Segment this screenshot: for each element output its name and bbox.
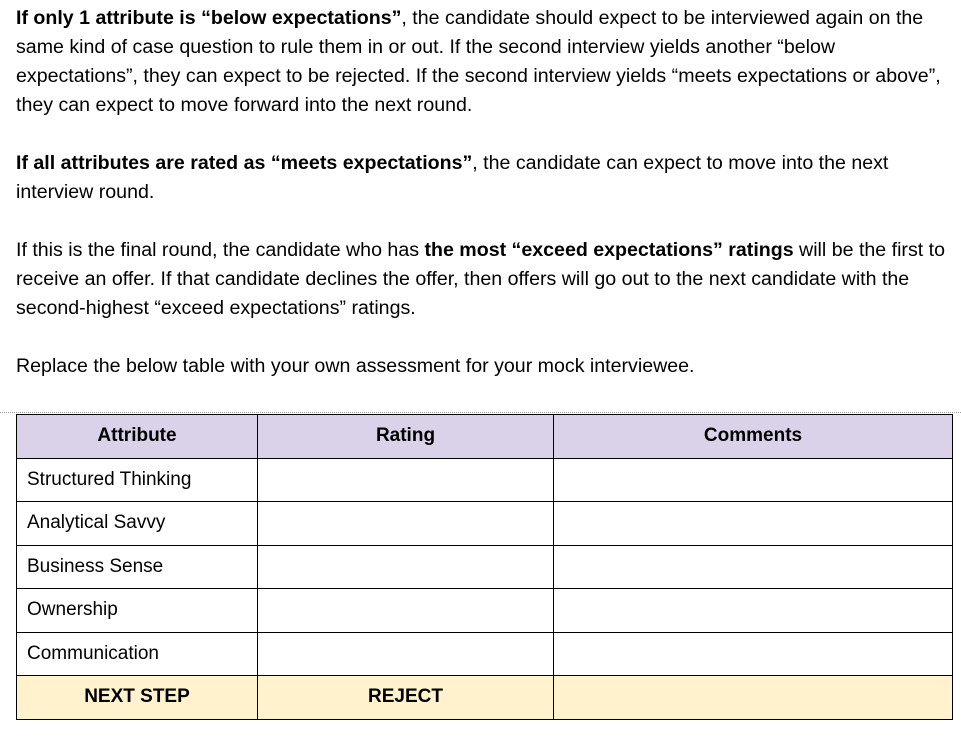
next-step-comments[interactable] — [554, 676, 953, 720]
header-rating: Rating — [258, 415, 554, 459]
paragraph-bold-phrase: the most “exceed expectations” ratings — [424, 239, 794, 261]
table-row — [17, 545, 953, 589]
assessment-table — [16, 414, 953, 720]
table-row — [17, 458, 953, 502]
comments-cell[interactable] — [554, 545, 953, 589]
rating-cell[interactable] — [258, 589, 554, 633]
header-attribute: Attribute — [17, 415, 258, 459]
paragraph-instructions: Replace the below table with your own assessment for your mock interviewee. — [16, 355, 695, 377]
attribute-cell[interactable]: Structured Thinking — [17, 458, 258, 502]
table-row — [17, 589, 953, 633]
rating-cell[interactable] — [258, 458, 554, 502]
attribute-cell[interactable]: Analytical Savvy — [17, 502, 258, 546]
comments-cell[interactable] — [554, 589, 953, 633]
next-step-label[interactable]: NEXT STEP — [17, 676, 258, 720]
paragraph-text: , the candidate should expect to be interviewed again on the same kind of case question to rule them in or out. If the second interview yields another “below expectations”, they can expect to be rejected. If the second interview yields “meets expectations or above”, they can expect to move forward into the next round. — [16, 7, 941, 116]
comments-cell[interactable] — [554, 632, 953, 676]
paragraph-final-round — [16, 236, 956, 323]
rating-cell[interactable] — [258, 502, 554, 546]
document-body — [16, 4, 956, 410]
table-header-row — [17, 415, 953, 459]
attribute-cell[interactable]: Ownership — [17, 589, 258, 633]
attribute-cell[interactable]: Business Sense — [17, 545, 258, 589]
comments-cell[interactable] — [554, 502, 953, 546]
header-comments: Comments — [554, 415, 953, 459]
paragraph-bold-lead: If only 1 attribute is “below expectations” — [16, 7, 402, 29]
paragraph-text: If this is the final round, the candidate who has — [16, 239, 425, 261]
rating-cell[interactable] — [258, 632, 554, 676]
table-row — [17, 502, 953, 546]
paragraph-meets-expectations — [16, 149, 956, 207]
page-break-divider — [0, 412, 961, 413]
paragraph-below-expectations — [16, 4, 956, 120]
paragraph-bold-lead: If all attributes are rated as “meets expectations” — [16, 152, 473, 174]
table-row — [17, 632, 953, 676]
rating-cell[interactable] — [258, 545, 554, 589]
next-step-value[interactable]: REJECT — [258, 676, 554, 720]
paragraph-text: , the candidate can expect to move into the next interview round. — [16, 152, 889, 203]
comments-cell[interactable] — [554, 458, 953, 502]
next-step-row — [17, 676, 953, 720]
paragraph-text: will be the first to receive an offer. If that candidate declines the offer, then offers will go out to the next candidate with the second-highest “exceed expectations” ratings. — [16, 239, 945, 319]
attribute-cell[interactable]: Communication — [17, 632, 258, 676]
